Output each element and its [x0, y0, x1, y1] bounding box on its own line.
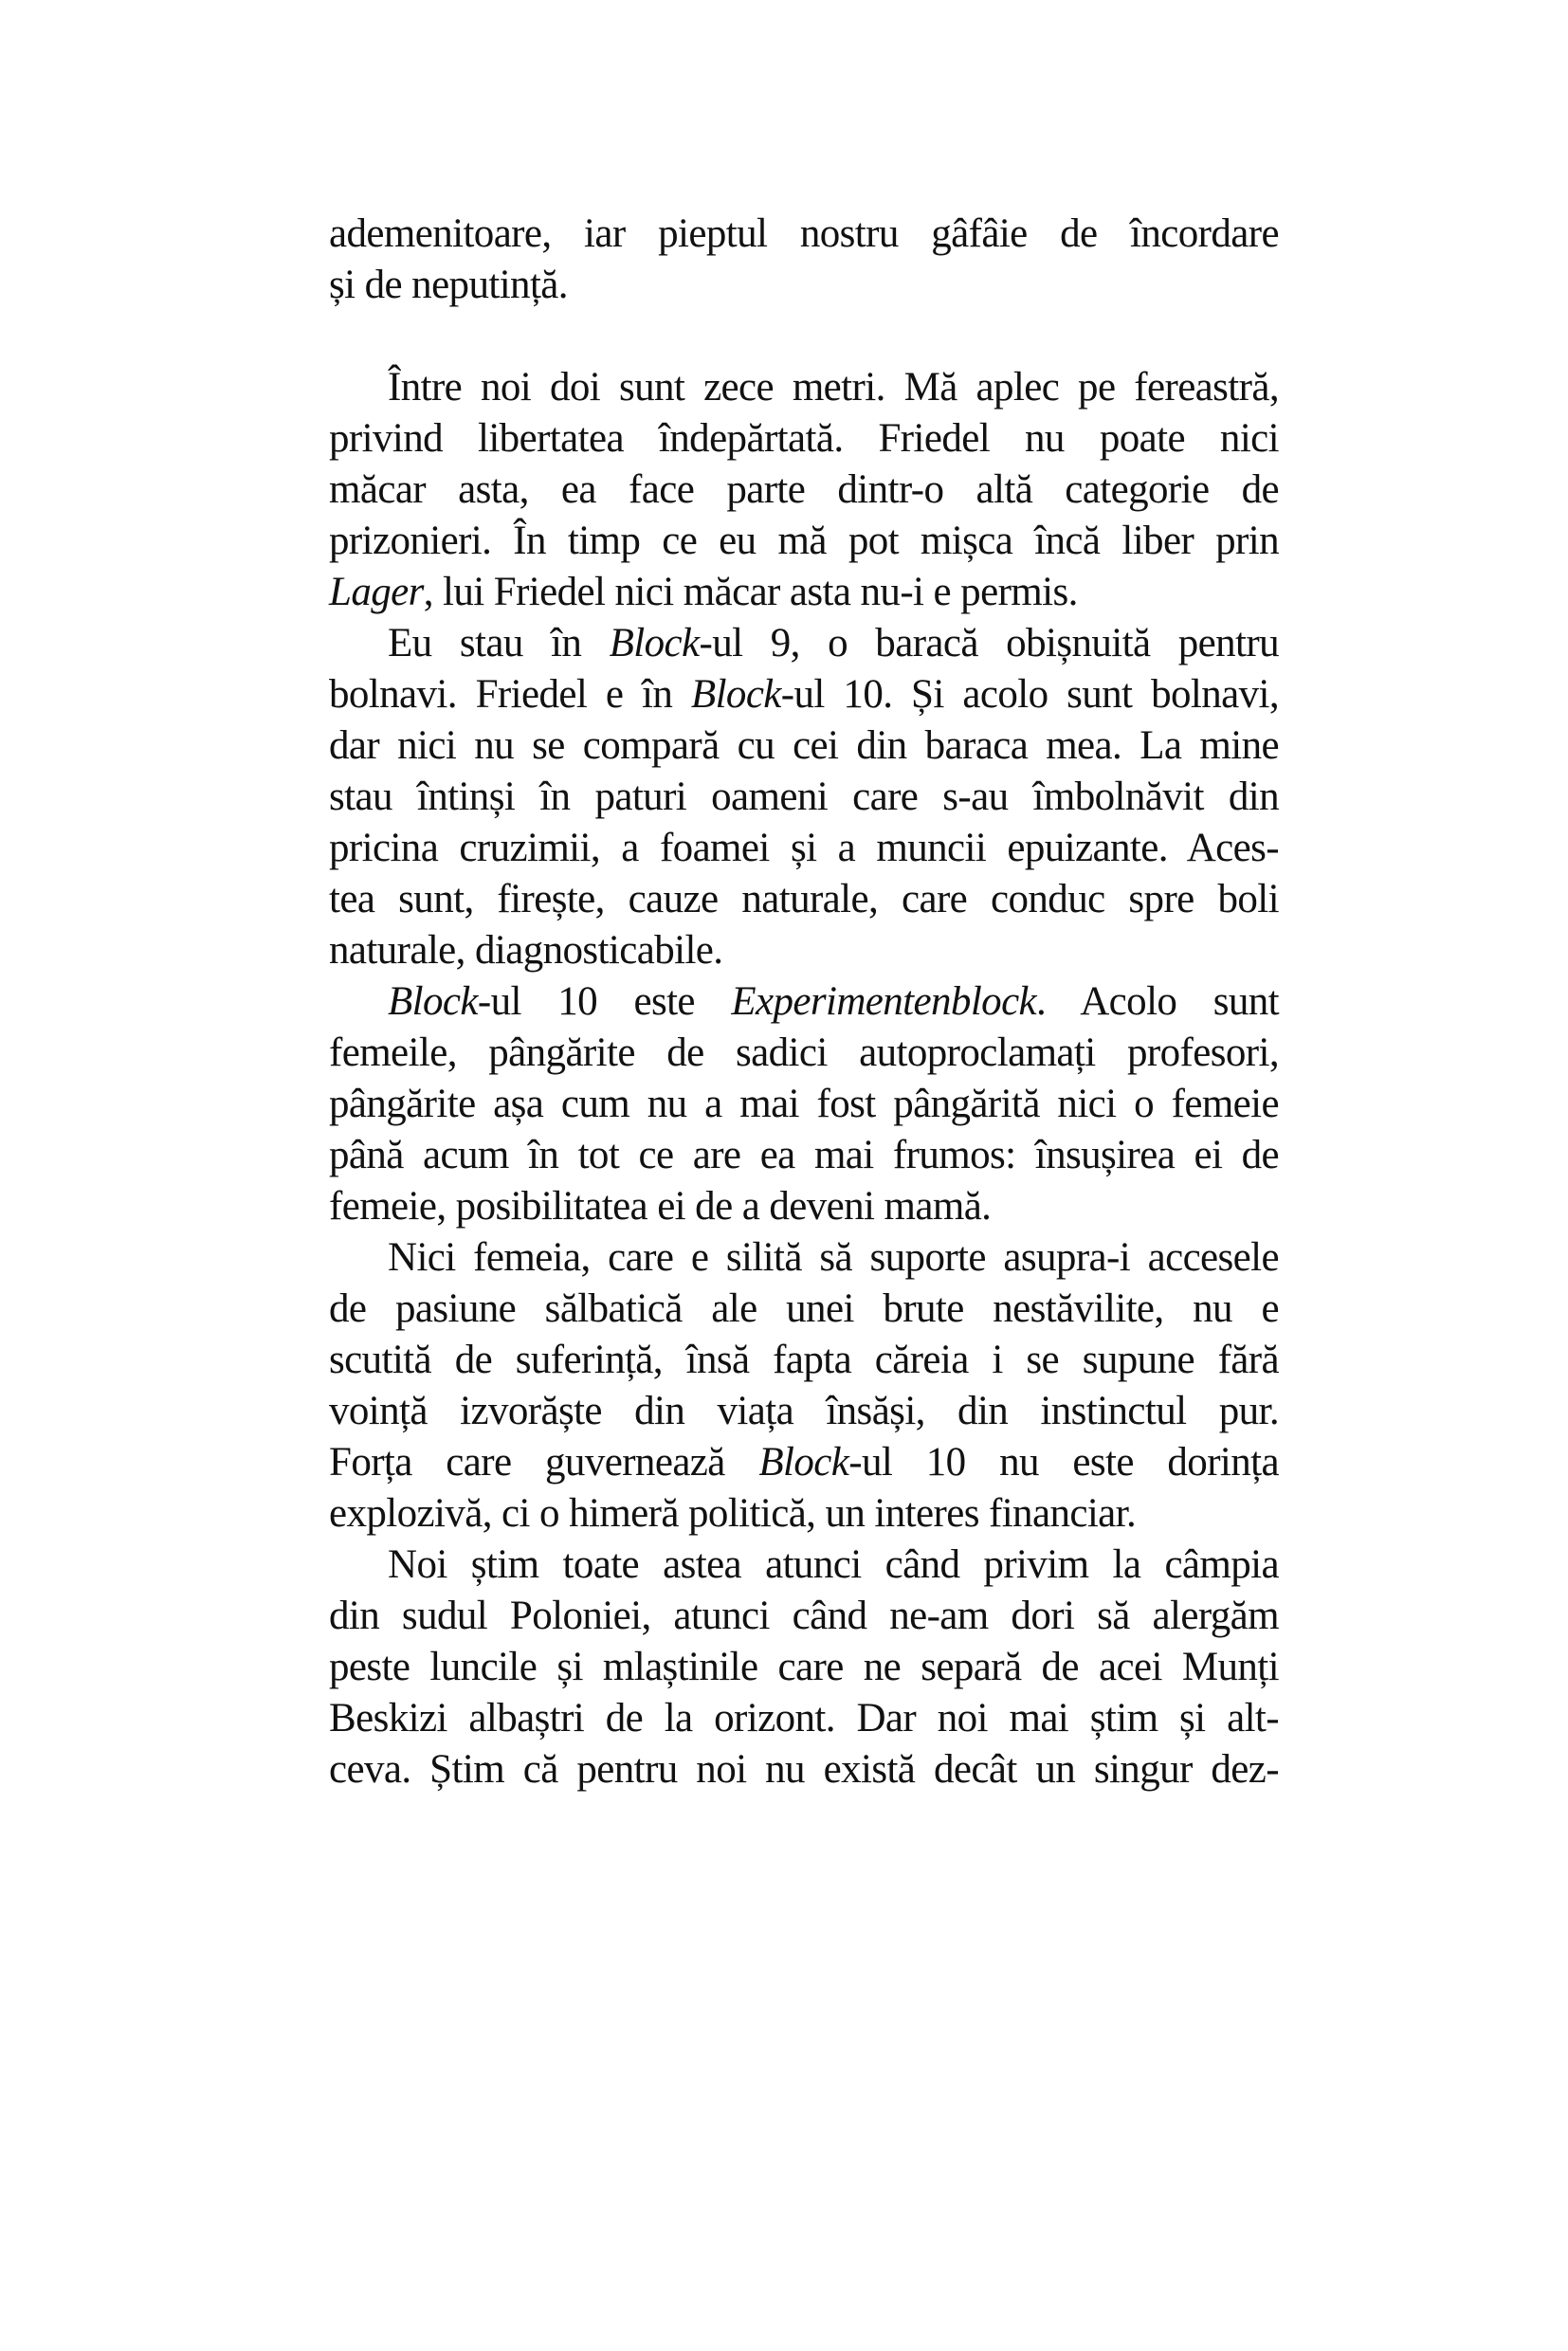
text-line [329, 209, 1279, 260]
text-line [329, 413, 1279, 465]
text-line [329, 1028, 1279, 1079]
text-run: Forța care guvernează [329, 1440, 759, 1485]
text-line [329, 1386, 1279, 1437]
text-run: peste luncile și mlaștinile care ne separă de acei Munți [329, 1645, 1279, 1689]
italic-term: Block [690, 672, 781, 717]
text-line [329, 772, 1279, 823]
text-line [329, 976, 1279, 1028]
text-run: de pasiune sălbatică ale unei brute nestăvilite, nu e [329, 1286, 1279, 1331]
text-run: -ul 10. Și acolo sunt bolnavi, [780, 672, 1279, 717]
italic-term: Lager [329, 570, 424, 614]
text-run: , lui Friedel nici măcar asta nu-i e permis. [423, 570, 1078, 614]
text-line [329, 925, 1279, 976]
paragraph [329, 362, 1279, 618]
text-run: privind libertatea îndepărtată. Friedel nu poate nici [329, 416, 1279, 461]
text-line [329, 1642, 1279, 1693]
text-run: Nici femeia, care e silită să suporte asupra-i accesele [388, 1235, 1279, 1280]
text-line [329, 618, 1279, 669]
paragraph [329, 618, 1279, 976]
paragraph [329, 209, 1279, 311]
text-run: -ul 9, o baracă obișnuită pentru [699, 621, 1279, 665]
text-line [329, 516, 1279, 567]
text-run: -ul 10 nu este dorința [848, 1440, 1280, 1485]
text-line [329, 823, 1279, 874]
text-line [329, 1693, 1279, 1744]
italic-term: Block [609, 621, 700, 665]
text-run: Noi știm toate astea atunci când privim la câmpia [388, 1542, 1279, 1587]
text-run: prizonieri. În timp ce eu mă pot mișca încă liber prin [329, 519, 1279, 563]
text-line [329, 1130, 1279, 1181]
text-line [329, 1335, 1279, 1386]
text-line [329, 1437, 1279, 1488]
text-line [329, 1540, 1279, 1591]
text-line [329, 874, 1279, 925]
text-run: naturale, diagnosticabile. [329, 928, 723, 973]
text-run: pricina cruzimii, a foamei și a muncii epuizante. Aces- [329, 826, 1279, 870]
text-run: măcar asta, ea face parte dintr-o altă categorie de [329, 467, 1279, 512]
text-run: scutită de suferință, însă fapta căreia i se supune fără [329, 1338, 1279, 1382]
text-line [329, 669, 1279, 720]
text-run: Beskizi albaștri de la orizont. Dar noi mai știm și alt- [329, 1696, 1279, 1740]
text-line [329, 720, 1279, 772]
book-page-text [329, 209, 1279, 1795]
text-run: femeie, posibilitatea ei de a deveni mamă. [329, 1184, 992, 1229]
text-run: voință izvorăște din viața însăși, din instinctul pur. [329, 1389, 1279, 1433]
italic-term: Block [758, 1440, 849, 1485]
text-line [329, 567, 1279, 618]
text-line [329, 465, 1279, 516]
text-run: Între noi doi sunt zece metri. Mă aplec pe fereastră, [388, 365, 1279, 410]
text-run: femeile, pângărite de sadici autoproclamați profesori, [329, 1030, 1279, 1075]
paragraph [329, 1540, 1279, 1795]
text-run: ceva. Știm că pentru noi nu există decât un singur dez- [329, 1747, 1279, 1792]
text-line [329, 1181, 1279, 1232]
text-line [329, 1488, 1279, 1540]
paragraph [329, 976, 1279, 1232]
text-run: . Acolo sunt [1036, 979, 1279, 1024]
paragraph-spacer [329, 311, 1279, 362]
text-run: și de neputință. [329, 263, 568, 307]
text-line [329, 1079, 1279, 1130]
text-line [329, 1744, 1279, 1795]
text-line [329, 1284, 1279, 1335]
text-run: tea sunt, firește, cauze naturale, care conduc spre boli [329, 877, 1279, 921]
text-line [329, 1591, 1279, 1642]
text-line [329, 260, 1279, 311]
text-line [329, 362, 1279, 413]
paragraph [329, 1232, 1279, 1540]
text-run: bolnavi. Friedel e în [329, 672, 691, 717]
text-run: din sudul Poloniei, atunci când ne-am dori să alergăm [329, 1594, 1279, 1638]
text-run: Eu stau în [388, 621, 610, 665]
text-run: -ul 10 este [477, 979, 732, 1024]
text-line [329, 1232, 1279, 1284]
italic-term: Experimentenblock [731, 979, 1037, 1024]
text-run: ademenitoare, iar pieptul nostru gâfâie de încordare [329, 211, 1279, 256]
text-run: pângărite așa cum nu a mai fost pângărită nici o femeie [329, 1082, 1279, 1126]
italic-term: Block [388, 979, 478, 1024]
text-run: explozivă, ci o himeră politică, un interes financiar. [329, 1491, 1137, 1536]
text-run: stau întinși în paturi oameni care s-au îmbolnăvit din [329, 775, 1279, 819]
text-run: dar nici nu se compară cu cei din baraca mea. La mine [329, 723, 1279, 768]
text-run: până acum în tot ce are ea mai frumos: însușirea ei de [329, 1133, 1279, 1177]
